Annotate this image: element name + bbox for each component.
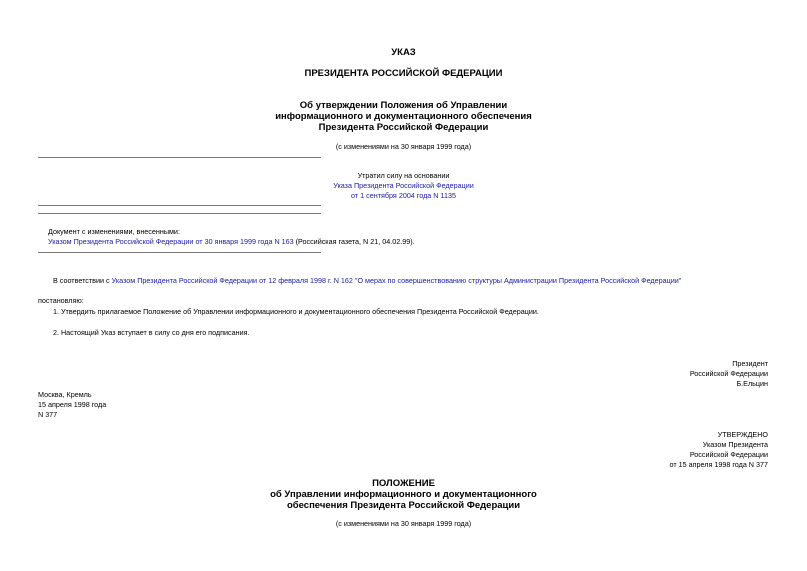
decree-word: постановляю: bbox=[38, 296, 84, 305]
amendments-line bbox=[48, 237, 415, 246]
approved-country: Российской Федерации bbox=[689, 450, 768, 459]
amend-note: (с изменениями на 30 января 1999 года) bbox=[335, 142, 472, 151]
divider bbox=[38, 213, 321, 214]
preamble bbox=[53, 276, 681, 285]
divider bbox=[38, 157, 321, 158]
lost-force-link-date[interactable]: от 1 сентября 2004 года N 1135 bbox=[351, 191, 456, 200]
decree-number: N 377 bbox=[38, 410, 58, 419]
date: 15 апреля 1998 года bbox=[38, 400, 107, 409]
regulation-title-line-1: об Управлении информационного и документационного bbox=[270, 489, 537, 500]
divider bbox=[38, 205, 321, 206]
signature-country: Российской Федерации bbox=[689, 369, 768, 378]
amendment-link[interactable]: Указом Президента Российской Федерации от 30 января 1999 года N 163 bbox=[48, 237, 294, 246]
regulation-amend-note: (с изменениями на 30 января 1999 года) bbox=[335, 519, 472, 528]
lost-force-label: Утратил силу на основании bbox=[357, 171, 450, 180]
regulation-heading: ПОЛОЖЕНИЕ bbox=[372, 478, 435, 489]
approved-by: Указом Президента bbox=[702, 440, 768, 449]
item-2: 2. Настоящий Указ вступает в силу со дня его подписания. bbox=[53, 328, 250, 337]
approved-label: УТВЕРЖДЕНО bbox=[717, 430, 768, 439]
preamble-link[interactable]: Указом Президента Российской Федерации от 12 февраля 1998 г. N 162 "О мерах по совершенствованию структуры Администрации Президента Российской Федерации" bbox=[111, 276, 682, 285]
doc-title-line-1: Об утверждении Положения об Управлении bbox=[299, 100, 508, 111]
amendments-intro: Документ с изменениями, внесенными: bbox=[48, 227, 180, 236]
signature-name: Б.Ельцин bbox=[736, 379, 768, 388]
divider bbox=[38, 252, 321, 253]
regulation-title-line-2: обеспечения Президента Российской Федерации bbox=[286, 500, 521, 511]
issuer: ПРЕЗИДЕНТА РОССИЙСКОЙ ФЕДЕРАЦИИ bbox=[304, 68, 503, 79]
place: Москва, Кремль bbox=[38, 390, 92, 399]
preamble-prefix: В соответствии с bbox=[53, 276, 112, 285]
lost-force-link-decree[interactable]: Указа Президента Российской Федерации bbox=[333, 181, 474, 190]
doc-type: УКАЗ bbox=[391, 47, 416, 58]
amendment-source: (Российская газета, N 21, 04.02.99). bbox=[293, 237, 415, 246]
item-1: 1. Утвердить прилагаемое Положение об Управлении информационного и документационного обеспечения Президента Российской Федерации. bbox=[53, 307, 539, 316]
signature-title: Президент bbox=[732, 359, 768, 368]
doc-title-line-2: информационного и документационного обеспечения bbox=[275, 111, 532, 122]
approved-date: от 15 апреля 1998 года N 377 bbox=[669, 460, 768, 469]
doc-title-line-3: Президента Российской Федерации bbox=[318, 122, 489, 133]
